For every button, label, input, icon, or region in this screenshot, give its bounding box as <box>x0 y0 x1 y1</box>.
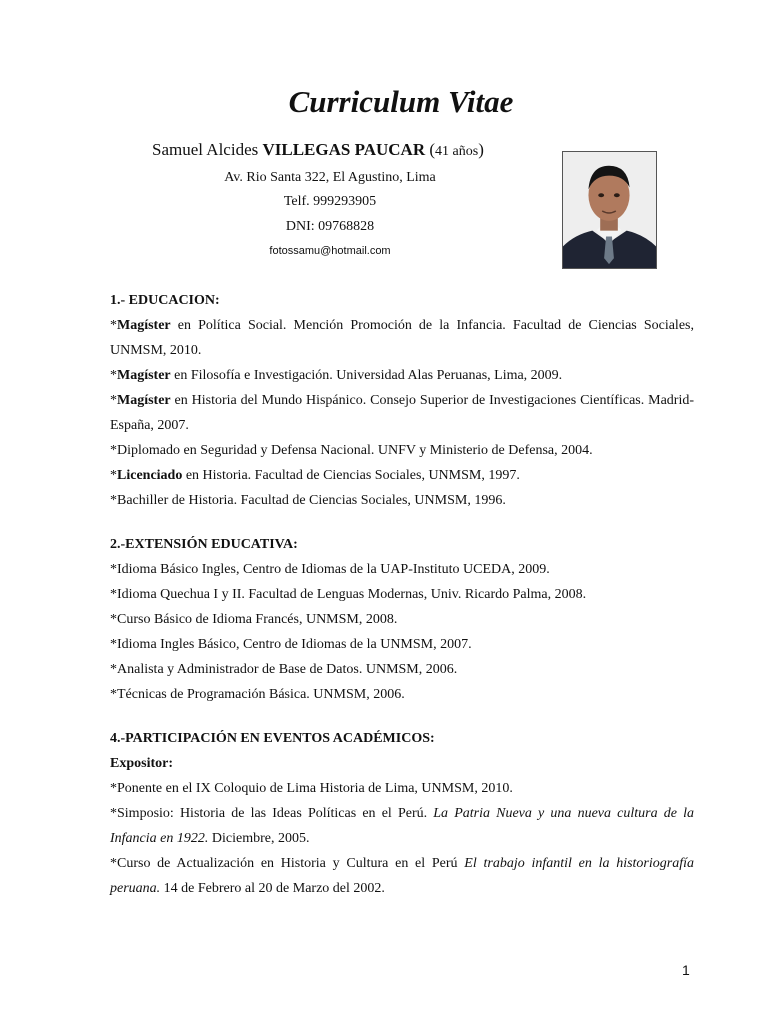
events-entry-text: Curso de Actualización en Historia y Cultura en el Perú <box>117 856 465 871</box>
email-line: fotossamu@hotmail.com <box>269 245 391 257</box>
age-open: ( <box>425 140 436 159</box>
cv-body <box>110 288 694 901</box>
events-entry-date: 14 de Febrero al 20 de Marzo del 2002. <box>160 881 385 896</box>
bullet: * <box>110 468 117 483</box>
events-entry <box>110 851 694 901</box>
extension-entry <box>110 582 694 607</box>
extension-entry <box>110 657 694 682</box>
age-close: ) <box>478 140 484 159</box>
education-entry-text: Diplomado en Seguridad y Defensa Nacional. UNFV y Ministerio de Defensa, 2004. <box>117 443 593 458</box>
degree-label: Magíster <box>117 318 171 333</box>
education-entry <box>110 363 694 388</box>
extension-entry <box>110 632 694 657</box>
bullet: * <box>110 856 117 871</box>
events-entry <box>110 776 694 801</box>
bullet: * <box>110 662 117 677</box>
bullet: * <box>110 562 117 577</box>
candidate-age: 41 años <box>435 144 479 159</box>
bullet: * <box>110 318 117 333</box>
extension-entry-text: Analista y Administrador de Base de Datos. UNMSM, 2006. <box>117 662 458 677</box>
bullet: * <box>110 587 117 602</box>
education-entry-text: Bachiller de Historia. Facultad de Ciencias Sociales, UNMSM, 1996. <box>117 493 506 508</box>
page-number: 1 <box>682 962 690 978</box>
extension-entry-text: Idioma Quechua I y II. Facultad de Lenguas Modernas, Univ. Ricardo Palma, 2008. <box>117 587 587 602</box>
section-gap <box>110 513 694 532</box>
extension-entry-text: Idioma Básico Ingles, Centro de Idiomas de la UAP-Instituto UCEDA, 2009. <box>117 562 550 577</box>
extension-entry <box>110 682 694 707</box>
extension-entry-text: Técnicas de Programación Básica. UNMSM, 2006. <box>117 687 405 702</box>
bullet: * <box>110 443 117 458</box>
education-entry <box>110 388 694 438</box>
extension-entry <box>110 607 694 632</box>
phone-line: Telf. 999293905 <box>283 194 377 209</box>
degree-label: Magíster <box>117 393 171 408</box>
events-entry-date: Diciembre, 2005. <box>208 831 310 846</box>
education-entry <box>110 488 694 513</box>
degree-label: Magíster <box>117 368 171 383</box>
events-subheading: Expositor: <box>110 756 173 771</box>
extension-heading: 2.-EXTENSIÓN EDUCATIVA: <box>110 537 298 552</box>
bullet: * <box>110 637 117 652</box>
events-entry-title: El trabajo infantil en la historiografía peruana. <box>110 856 694 896</box>
education-entry-text: en Filosofía e Investigación. Universidad Alas Peruanas, Lima, 2009. <box>170 368 563 383</box>
extension-entry-text: Curso Básico de Idioma Francés, UNMSM, 2008. <box>117 612 398 627</box>
dni-line: DNI: 09768828 <box>285 219 375 234</box>
degree-label: Licenciado <box>117 468 183 483</box>
events-entry <box>110 801 694 851</box>
events-entry-title: La Patria Nueva y una nueva cultura de la Infancia en 1922. <box>110 806 694 846</box>
education-heading: 1.- EDUCACION: <box>110 293 220 308</box>
education-entry <box>110 313 694 363</box>
education-entry-text: en Historia del Mundo Hispánico. Consejo Superior de Investigaciones Científicas. Madrid-España, 2007. <box>110 393 694 433</box>
address-line: Av. Rio Santa 322, El Agustino, Lima <box>224 170 436 185</box>
extension-entry <box>110 557 694 582</box>
candidate-name <box>152 140 484 160</box>
education-entry <box>110 438 694 463</box>
profile-photo-image <box>563 152 656 268</box>
bullet: * <box>110 393 117 408</box>
events-heading: 4.-PARTICIPACIÓN EN EVENTOS ACADÉMICOS: <box>110 731 435 746</box>
bullet: * <box>110 806 117 821</box>
bullet: * <box>110 781 117 796</box>
profile-photo <box>562 151 657 269</box>
bullet: * <box>110 687 117 702</box>
section-gap <box>110 707 694 726</box>
extension-entry-text: Idioma Ingles Básico, Centro de Idiomas de la UNMSM, 2007. <box>117 637 472 652</box>
education-entry-text: en Historia. Facultad de Ciencias Sociales, UNMSM, 1997. <box>182 468 520 483</box>
bullet: * <box>110 493 117 508</box>
bullet: * <box>110 612 117 627</box>
bullet: * <box>110 368 117 383</box>
education-entry-text: en Política Social. Mención Promoción de la Infancia. Facultad de Ciencias Sociales, UNMSM, 2010. <box>110 318 694 358</box>
events-entry-text: Ponente en el IX Coloquio de Lima Historia de Lima, UNMSM, 2010. <box>117 781 513 796</box>
education-entry <box>110 463 694 488</box>
name-given: Samuel Alcides <box>152 140 263 159</box>
name-surname: VILLEGAS PAUCAR <box>262 140 426 159</box>
document-title: Curriculum Vitae <box>288 84 514 119</box>
events-entry-text: Simposio: Historia de las Ideas Políticas en el Perú. <box>117 806 434 821</box>
